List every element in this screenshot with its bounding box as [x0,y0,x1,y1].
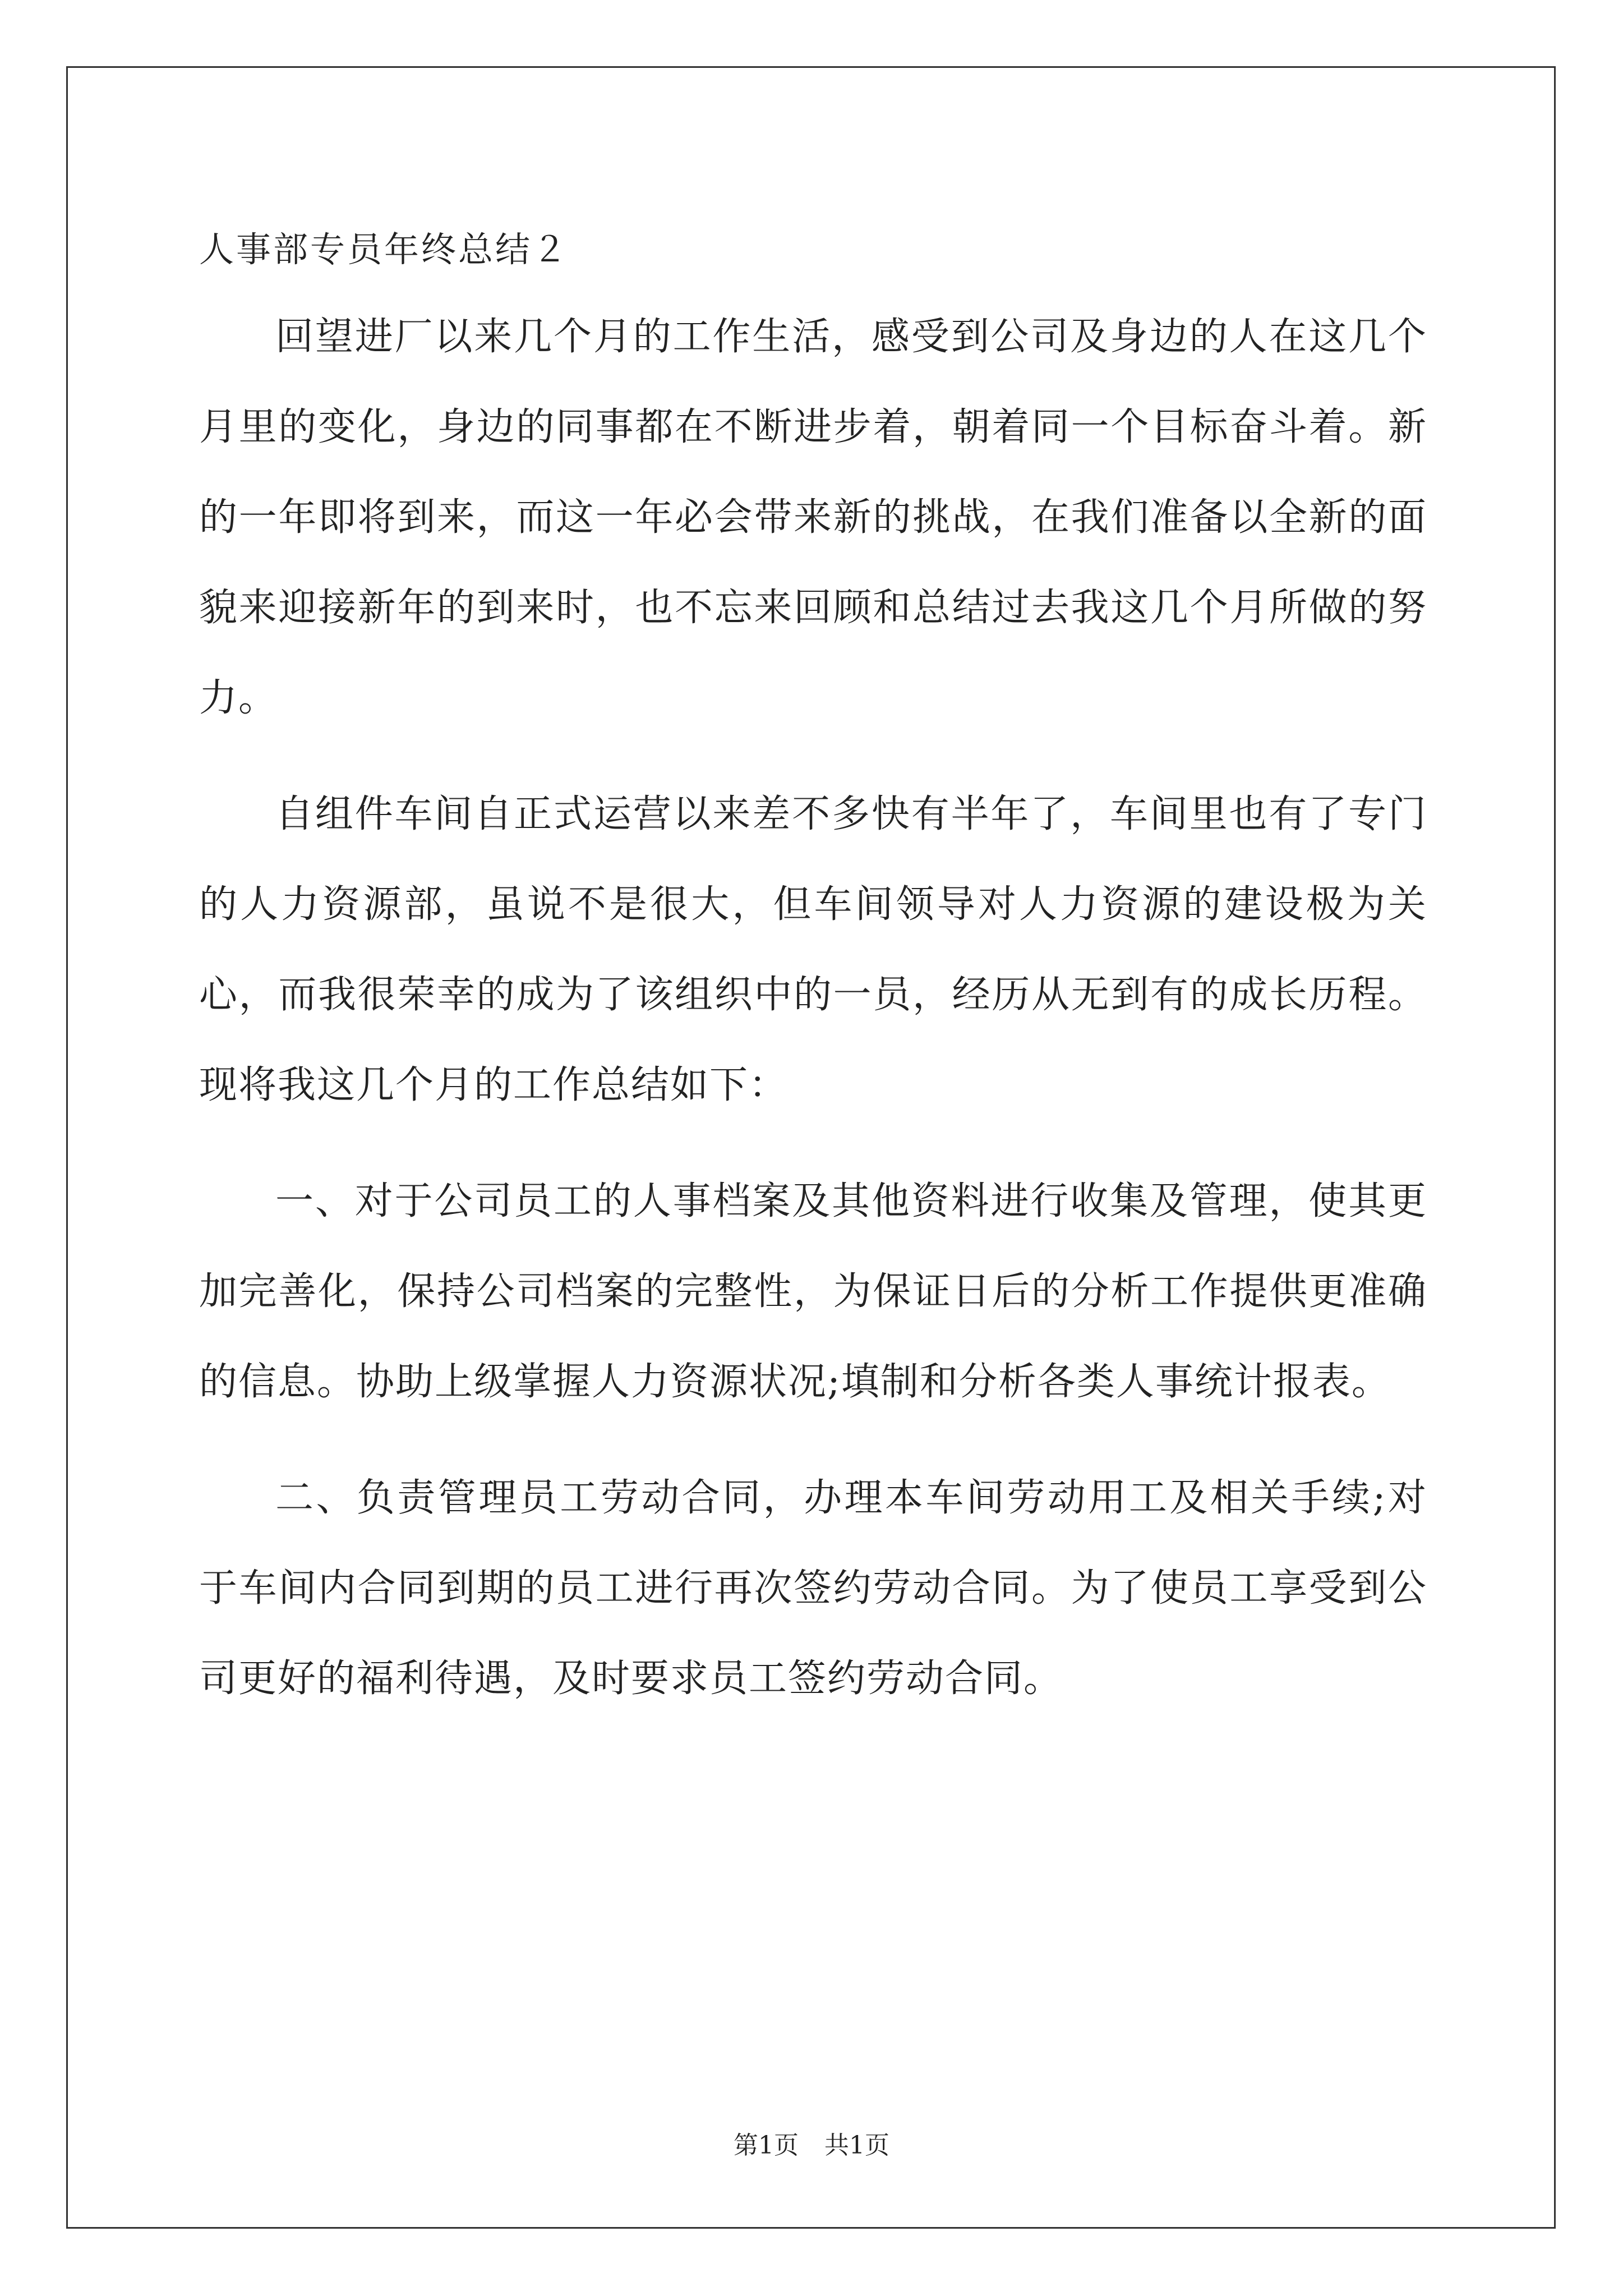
page-number-current: 第1页 [734,2131,799,2160]
document-title: 人事部专员年终总结２ [199,229,570,270]
page-number-total: 共1页 [824,2131,889,2160]
paragraph-3: 一、对于公司员工的人事档案及其他资料进行收集及管理，使其更加完善化，保持公司档案的完整性，为保证日后的分析工作提供更准确的信息。协助上级掌握人力资源状况;填制和分析各类人事统计报表。 [199,1179,1427,1404]
paragraph-4: 二、负责管理员工劳动合同，办理本车间劳动用工及相关手续;对于车间内合同到期的员工进行再次签约劳动合同。为了使员工享受到公司更好的福利待遇，及时要求员工签约劳动合同。 [199,1476,1427,1701]
page-footer [0,2129,1623,2162]
document-body [199,208,1427,1724]
paragraph-2: 自组件车间自正式运营以来差不多快有半年了，车间里也有了专门的人力资源部，虽说不是很大，但车间领导对人力资源的建设极为关心，而我很荣幸的成为了该组织中的一员，经历从无到有的成长历程。现将我这几个月的工作总结如下： [199,792,1427,1107]
paragraph-1: 回望进厂以来几个月的工作生活，感受到公司及身边的人在这几个月里的变化，身边的同事都在不断进步着，朝着同一个目标奋斗着。新的一年即将到来，而这一年必会带来新的挑战，在我们准备以全新的面貌来迎接新年的到来时，也不忘来回顾和总结过去我这几个月所做的努力。 [199,315,1427,720]
